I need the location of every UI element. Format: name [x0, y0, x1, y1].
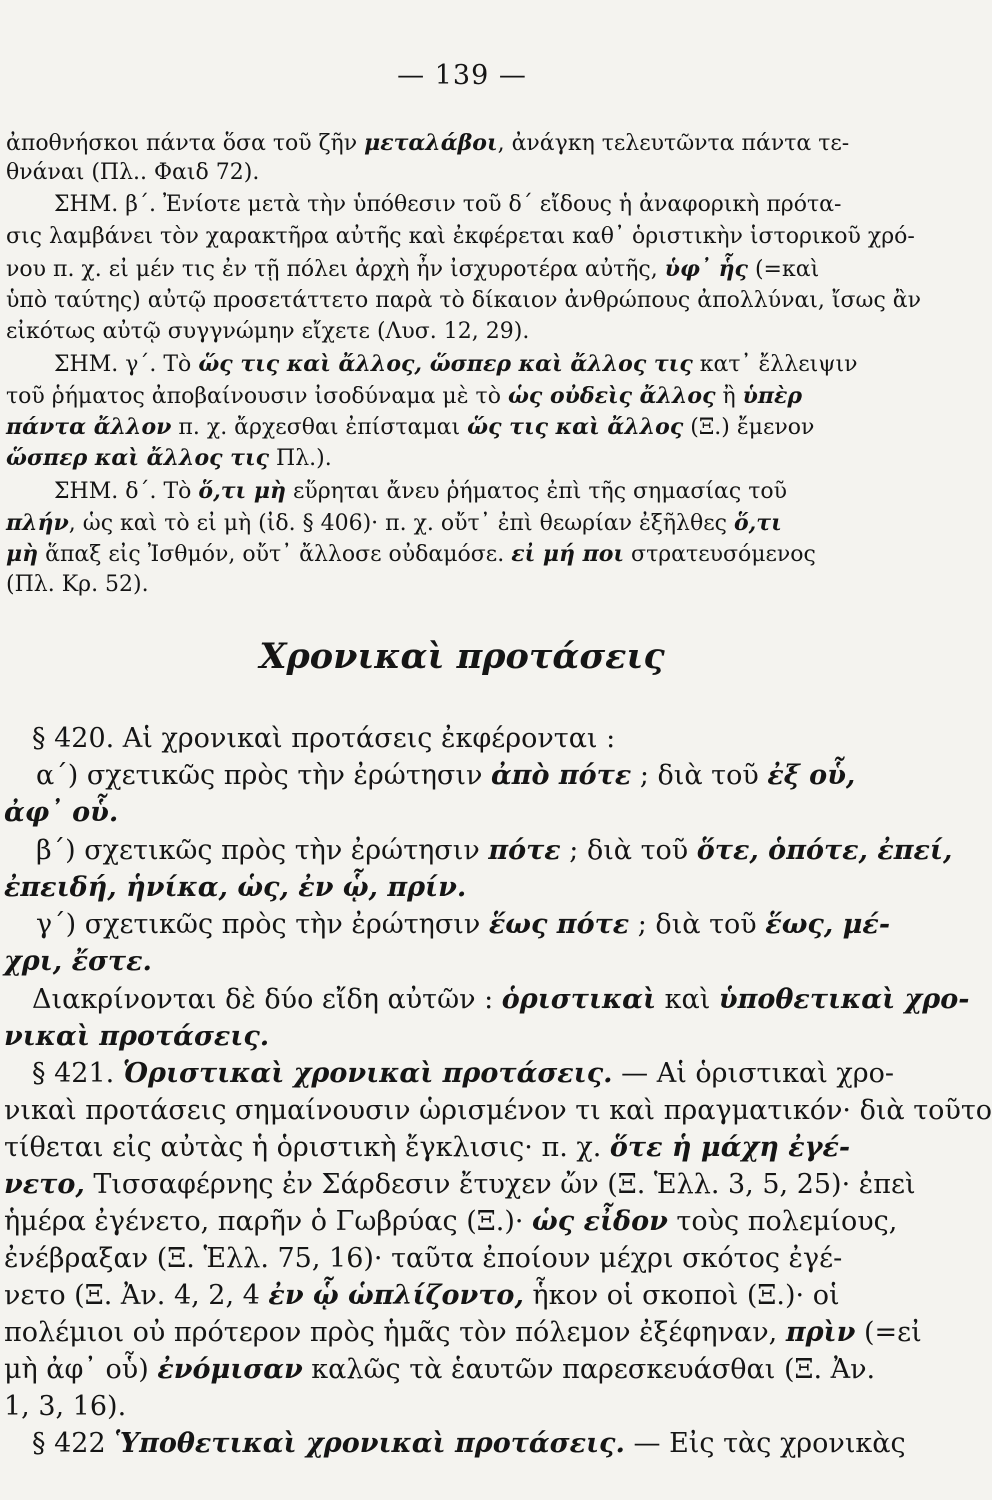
- body-text: κατ᾽ ἔλλειψιν: [692, 352, 858, 377]
- text-line: [4, 1018, 928, 1056]
- section-heading: Χρονικαὶ προτάσεις: [259, 636, 665, 677]
- body-text: ΣΗΜ. β΄. Ἐνίοτε μετὰ τὴν ὑπόθεσιν τοῦ δ΄ εἴδους ἡ ἀναφορικὴ πρότα-: [54, 192, 842, 217]
- text-line: [4, 1129, 928, 1167]
- body-text: Πλ.).: [269, 446, 332, 471]
- body-text: ἀποθνήσκοι: [6, 131, 146, 156]
- emphasis-text: εἰ μή ποι: [511, 541, 625, 567]
- body-text: (=εἰ: [855, 1317, 922, 1348]
- body-text: ; διὰ τοῦ: [631, 760, 768, 791]
- body-text: π. χ. ἄρχεσθαι ἐπίσταμαι: [171, 415, 468, 440]
- text-line: [4, 869, 928, 907]
- body-text: ἐπεὶ: [858, 1169, 916, 1200]
- text-line: [32, 720, 956, 758]
- text-line: [36, 906, 960, 944]
- emphasis-text: νικαὶ προτάσεις.: [4, 1021, 270, 1052]
- body-text: ΣΗΜ. δ΄. Τὸ: [54, 479, 199, 504]
- text-line: [6, 570, 930, 600]
- emphasis-text: ἐξ οὗ,: [767, 760, 856, 791]
- text-line: [6, 412, 930, 443]
- body-text: ἅπαξ εἰς Ἰσθμόν, οὔτ᾽ ἄλλοσε οὐδαμόσε.: [38, 542, 512, 567]
- text-line: [4, 1351, 928, 1389]
- text-line: [6, 443, 930, 474]
- emphasis-text: πάντα ἄλλον: [6, 414, 172, 440]
- text-line: [6, 158, 930, 188]
- body-text: νου π. χ. εἰ μέν τις ἐν τῇ πόλει ἀρχὴ ἦν ἰσχυροτέρα αὐτῆς,: [6, 257, 665, 282]
- text-line: [54, 476, 978, 507]
- body-text: , ἀνάγκη τελευτῶντα πάντα τε-: [497, 131, 850, 156]
- emphasis-text: ὅτε ἡ μάχη ἐγέ-: [609, 1132, 851, 1163]
- body-text: ; διὰ τοῦ: [629, 909, 766, 940]
- text-line: [6, 381, 930, 412]
- body-text: ὅσα τοῦ ζῆν: [222, 131, 365, 156]
- emphasis-text: ἐπειδή, ἡνίκα, ὡς, ἐν ᾧ, πρίν.: [4, 872, 467, 903]
- emphasis-text: Ὁριστικαὶ χρονικαὶ προτάσεις.: [122, 1058, 613, 1089]
- body-text: ἡμέρα ἐγένετο, παρῆν ὁ Γωβρύας (Ξ.)·: [4, 1206, 533, 1237]
- body-text: ἧκον οἱ σκοποὶ (Ξ.)· οἱ: [523, 1280, 840, 1311]
- body-text: — Αἱ ὁριστικαὶ χρο-: [612, 1058, 894, 1089]
- body-text: τοῦ ῥήματος ἀποβαίνουσιν ἰσοδύναμα μὲ τὸ: [6, 384, 508, 409]
- text-line: [4, 1240, 928, 1278]
- emphasis-text: ὡς εἶδον: [532, 1206, 668, 1237]
- text-line: [4, 794, 928, 832]
- text-line: [6, 286, 930, 316]
- emphasis-text: νετο,: [4, 1169, 85, 1200]
- emphasis-text: ὁριστικαὶ: [501, 984, 657, 1015]
- emphasis-text: ὥς τις καὶ ἄλλος, ὥσπερ καὶ ἄλλος τις: [198, 351, 693, 377]
- body-text: ; διὰ τοῦ: [560, 835, 697, 866]
- body-text: ΣΗΜ. γ΄. Τὸ: [54, 352, 199, 377]
- emphasis-text: ἐν ᾧ ὡπλίζοντο,: [268, 1280, 524, 1311]
- body-text: § 421.: [32, 1058, 123, 1089]
- emphasis-text: ὡς οὐδεὶς ἄλλος: [507, 383, 716, 409]
- body-text: ἐνέβραξαν (Ξ. Ἑλλ. 75, 16)· ταῦτα ἐποίουν μέχρι σκότος ἐγέ-: [4, 1243, 843, 1274]
- emphasis-text: ἕως, μέ-: [765, 909, 891, 940]
- body-text: Τισσαφέρνης ἐν Σάρδεσιν ἔτυχεν ὤν (Ξ. Ἑλλ. 3, 5, 25)·: [84, 1169, 859, 1200]
- text-line: [32, 1055, 956, 1093]
- text-line: [4, 1166, 928, 1204]
- body-text: τοὺς πολεμίους,: [667, 1206, 898, 1237]
- emphasis-text: ἐνόμισαν: [157, 1354, 303, 1385]
- body-text: νικαὶ προτάσεις σημαίνουσιν ὡρισμένον τι καὶ πραγματικόν· διὰ τοῦτο: [4, 1095, 992, 1126]
- emphasis-text: ὑποθετικαὶ χρο-: [718, 984, 970, 1015]
- text-line: [6, 508, 930, 539]
- emphasis-text: ὅ,τι: [733, 510, 782, 536]
- body-text: σις λαμβάνει τὸν χαρακτῆρα αὐτῆς καὶ ἐκφέρεται καθ᾽ ὁριστικὴν ἱστορικοῦ χρό-: [6, 224, 915, 249]
- body-text: καλῶς τὰ ἑαυτῶν παρεσκευάσθαι (Ξ. Ἀν.: [302, 1354, 876, 1385]
- body-text: (Ξ.) ἔμενον: [683, 415, 815, 440]
- body-text: πάντα: [146, 131, 223, 156]
- text-line: [36, 832, 960, 870]
- body-text: — Εἰς τὰς χρονικὰς: [624, 1428, 906, 1459]
- text-line: [54, 190, 978, 220]
- emphasis-text: ὑπὲρ: [742, 383, 803, 409]
- emphasis-text: ἕως πότε: [488, 909, 630, 940]
- emphasis-text: πρὶν: [785, 1317, 856, 1348]
- emphasis-text: ὥσπερ καὶ ἄλλος τις: [6, 445, 270, 471]
- body-text: , ὡς καὶ τὸ εἰ μὴ (ἰδ. § 406)· π. χ. οὔτ᾽ ἐπὶ θεωρίαν ἐξῆλθες: [68, 511, 734, 536]
- emphasis-text: ὥς τις καὶ ἄλλος: [467, 414, 684, 440]
- text-line: [6, 539, 930, 570]
- body-text: πολέμιοι οὐ πρότερον πρὸς ἡμᾶς τὸν πόλεμον ἐξέφηναν,: [4, 1317, 786, 1348]
- emphasis-text: Ὑποθετικαὶ χρονικαὶ προτάσεις.: [114, 1428, 625, 1459]
- text-line: [4, 1388, 928, 1426]
- emphasis-text: ἀφ᾽ οὗ.: [4, 797, 119, 828]
- body-text: γ΄) σχετικῶς πρὸς τὴν ἐρώτησιν: [36, 909, 489, 940]
- body-text: β΄) σχετικῶς πρὸς τὴν ἐρώτησιν: [36, 835, 489, 866]
- text-line: [4, 1314, 928, 1352]
- body-text: Διακρίνονται δὲ δύο εἴδη αὐτῶν :: [32, 984, 502, 1015]
- body-text: ἢ: [715, 384, 743, 409]
- emphasis-text: ὑφ᾽ ἧς: [664, 256, 748, 282]
- text-line: [6, 128, 930, 159]
- body-text: § 422: [32, 1428, 115, 1459]
- body-text: (Πλ. Κρ. 52).: [6, 572, 149, 597]
- body-text: στρατευσόμενος: [624, 542, 816, 567]
- text-line: [54, 349, 978, 380]
- body-text: εἰκότως αὐτῷ συγγνώμην εἴχετε (Λυσ. 12, 29).: [6, 319, 530, 344]
- emphasis-text: πότε: [488, 835, 561, 866]
- emphasis-text: ὅ,τι μὴ: [198, 478, 286, 504]
- body-text: 1, 3, 16).: [4, 1391, 127, 1422]
- emphasis-text: μὴ: [6, 541, 39, 567]
- body-text: ὑπὸ ταύτης) αὐτῷ προσετάττετο παρὰ τὸ δίκαιον ἀνθρώπους ἀπολλύναι, ἴσως ἂν: [6, 288, 922, 313]
- emphasis-text: μεταλάβοι: [364, 130, 498, 156]
- body-text: θνάναι (Πλ.. Φαιδ 72).: [6, 160, 260, 185]
- body-text: μὴ ἀφ᾽ οὗ): [4, 1354, 158, 1385]
- text-line: [6, 254, 930, 285]
- emphasis-text: ἀπὸ πότε: [490, 760, 632, 791]
- text-line: [4, 1277, 928, 1315]
- text-line: [36, 757, 960, 795]
- emphasis-text: ὅτε, ὁπότε, ἐπεί,: [696, 835, 953, 866]
- body-text: καὶ: [656, 984, 719, 1015]
- text-line: [6, 222, 930, 252]
- body-text: § 420. Αἱ χρονικαὶ προτάσεις ἐκφέρονται :: [32, 723, 616, 754]
- body-text: εὕρηται ἄνευ ῥήματος ἐπὶ τῆς σημασίας τοῦ: [285, 479, 787, 504]
- body-text: α΄) σχετικῶς πρὸς τὴν ἐρώτησιν: [36, 760, 491, 791]
- text-line: [32, 981, 970, 1019]
- body-text: τίθεται εἰς αὐτὰς ἡ ὁριστικὴ ἔγκλισις· π. χ.: [4, 1132, 610, 1163]
- page-number: — 139 —: [397, 60, 527, 91]
- emphasis-text: χρι, ἔστε.: [4, 946, 152, 977]
- text-line: [32, 1425, 956, 1463]
- text-line: [4, 943, 928, 981]
- body-text: νετο (Ξ. Ἀν. 4, 2, 4: [4, 1280, 269, 1311]
- text-line: [6, 317, 930, 347]
- emphasis-text: πλήν: [6, 510, 69, 536]
- text-line: [4, 1092, 992, 1130]
- text-line: [4, 1203, 928, 1241]
- body-text: (=καὶ: [747, 257, 820, 282]
